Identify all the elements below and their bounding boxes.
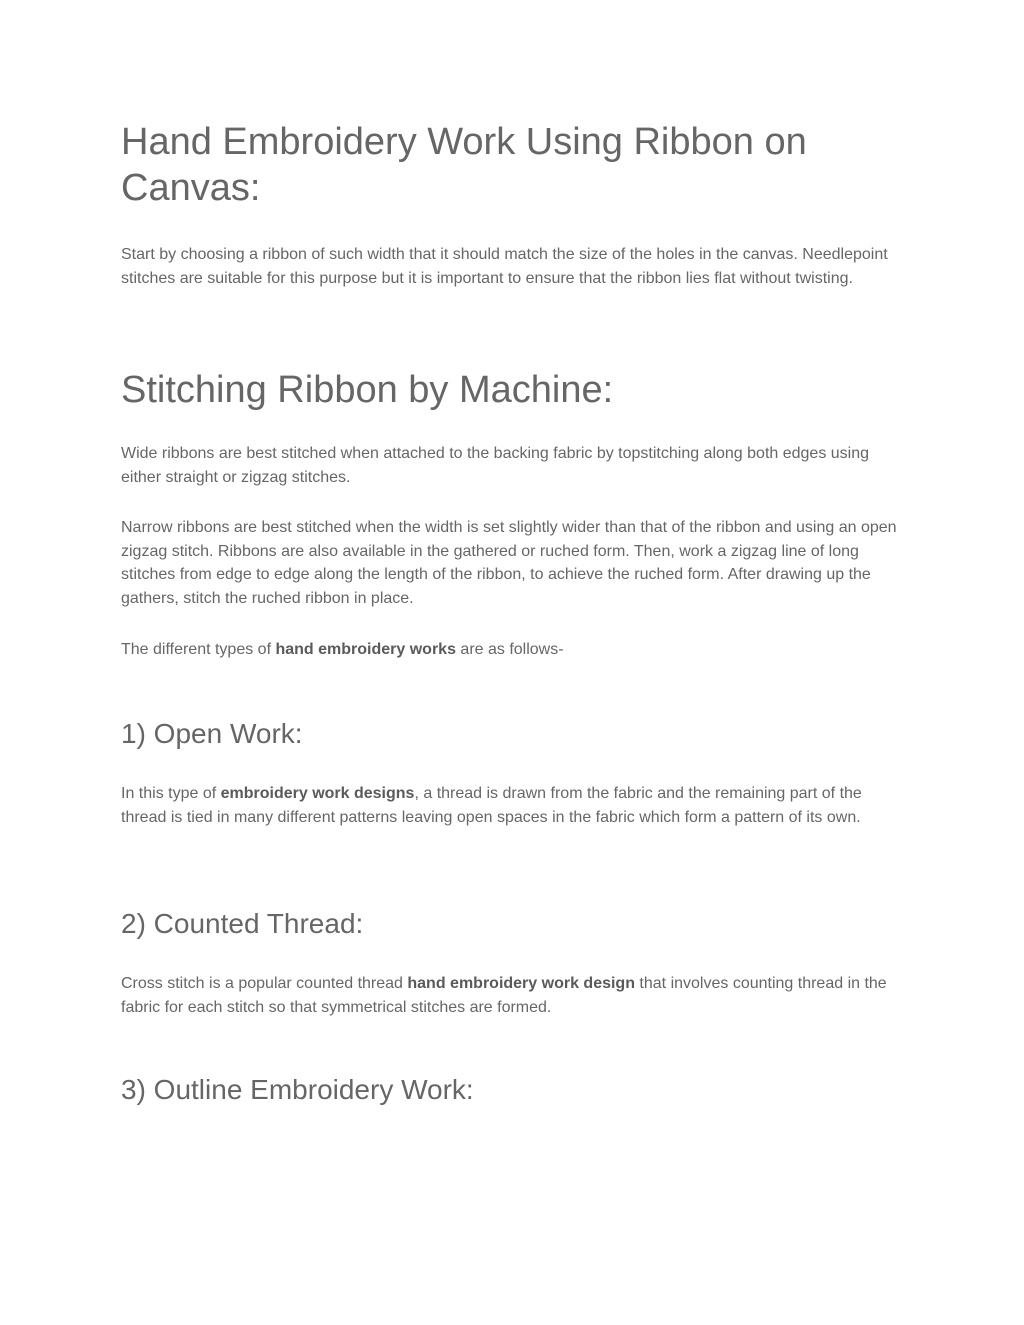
text-segment: The different types of	[121, 641, 276, 658]
text-segment: are as follows-	[455, 641, 564, 658]
heading-stitching-by-machine: Stitching Ribbon by Machine:	[121, 369, 614, 411]
paragraph-counted-thread	[121, 972, 907, 1019]
text-segment: , a thread is drawn from the fabric and the remaining part of the thread is tied in many different patterns leaving open spaces in the fabric which form a pattern of its own.	[121, 785, 862, 826]
paragraph-open-work	[121, 782, 907, 829]
heading-open-work: 1) Open Work:	[121, 718, 303, 749]
text-segment: In this type of	[121, 785, 221, 802]
bold-term: embroidery work designs	[220, 785, 415, 802]
heading-ribbon-on-canvas: Hand Embroidery Work Using Ribbon on Canvas:	[121, 121, 807, 209]
paragraph-wide-ribbons: Wide ribbons are best stitched when attached to the backing fabric by topstitching along both edges using either straight or zigzag stitches.	[121, 445, 870, 486]
bold-term: hand embroidery works	[275, 641, 456, 658]
heading-outline-embroidery: 3) Outline Embroidery Work:	[121, 1074, 474, 1105]
paragraph-types-intro	[121, 638, 907, 662]
heading-counted-thread: 2) Counted Thread:	[121, 908, 364, 939]
bold-term: hand embroidery work design	[407, 975, 635, 992]
paragraph-narrow-ribbons: Narrow ribbons are best stitched when the width is set slightly wider than that of the ribbon and using an open zigzag stitch. Ribbons are also available in the gathered or ruched form. Then, work a zigzag line of long stitches from edge to edge along the length of the ribbon, to achieve the ruched form. After drawing up the gathers, stitch the ruched ribbon in place.	[121, 519, 897, 607]
text-segment: that involves counting thread in the fabric for each stitch so that symmetrical stitches are formed.	[121, 975, 887, 1016]
text-segment: Cross stitch is a popular counted thread	[121, 975, 408, 992]
paragraph-ribbon-on-canvas: Start by choosing a ribbon of such width that it should match the size of the holes in the canvas. Needlepoint stitches are suitable for this purpose but it is important to ensure that the ribbon lies flat without twisting.	[121, 246, 888, 287]
